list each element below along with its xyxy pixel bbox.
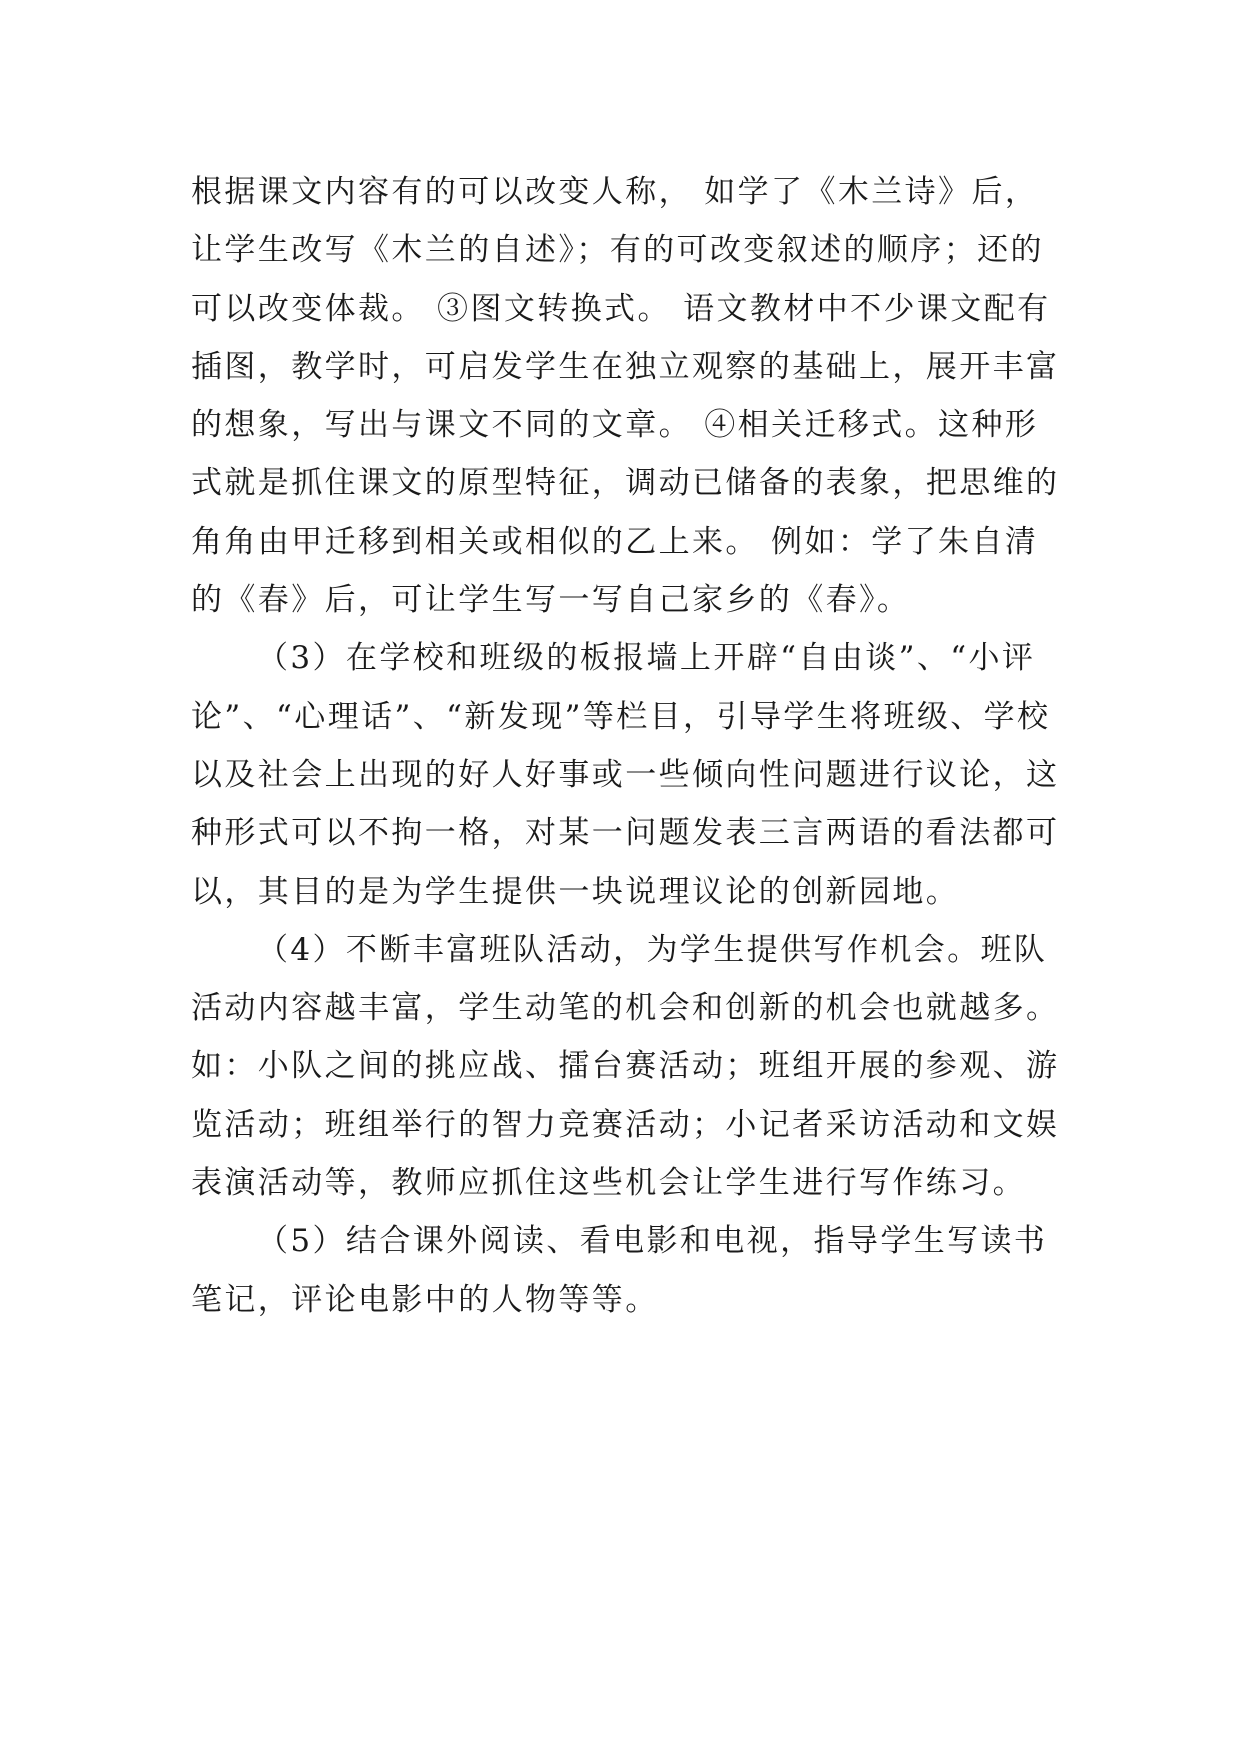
paragraph-4-start: （4）不断丰富班队活动，为学生提供写作机会。班队	[257, 931, 1048, 968]
text-line-16: 如：小队之间的挑应战、擂台赛活动；班组开展的参观、游	[191, 1048, 1060, 1085]
text-line-1: 根据课文内容有的可以改变人称， 如学了《木兰诗》后，	[191, 174, 1039, 210]
text-line-10: 论”、“心理话”、“新发现”等栏目，引导学生将班级、学校	[191, 698, 1051, 735]
text-line-3: 可以改变体裁。 ③图文转换式。 语文教材中不少课文配有	[191, 290, 1051, 327]
text-line-5: 的想象，写出与课文不同的文章。 ④相关迁移式。这种形	[191, 407, 1039, 444]
paragraph-3-start: （3）在学校和班级的板报墙上开辟“自由谈”、“小评	[257, 640, 1036, 677]
text-line-20: 笔记，评论电影中的人物等等。	[191, 1281, 659, 1318]
text-line-15: 活动内容越丰富，学生动笔的机会和创新的机会也就越多。	[191, 990, 1060, 1027]
text-line-11: 以及社会上出现的好人好事或一些倾向性问题进行议论，这	[191, 756, 1060, 793]
text-line-7: 角角由甲迁移到相关或相似的乙上来。 例如：学了朱自清	[191, 523, 1039, 560]
text-line-2: 让学生改写《木兰的自述》；有的可改变叙述的顺序；还的	[191, 232, 1044, 269]
body-text	[191, 163, 1071, 1329]
text-line-18: 表演活动等，教师应抓住这些机会让学生进行写作练习。	[191, 1165, 1026, 1202]
paragraph-5-start: （5）结合课外阅读、看电影和电视，指导学生写读书	[257, 1223, 1048, 1260]
text-line-17: 览活动；班组举行的智力竞赛活动；小记者采访活动和文娱	[191, 1106, 1060, 1143]
text-line-6: 式就是抓住课文的原型特征，调动已储备的表象，把思维的	[191, 465, 1060, 502]
text-line-8: 的《春》后，可让学生写一写自己家乡的《春》。	[191, 582, 911, 619]
text-line-12: 种形式可以不拘一格，对某一问题发表三言两语的看法都可	[191, 815, 1060, 852]
text-line-4: 插图，教学时，可启发学生在独立观察的基础上，展开丰富	[191, 348, 1060, 385]
text-line-13: 以，其目的是为学生提供一块说理议论的创新园地。	[191, 873, 960, 910]
